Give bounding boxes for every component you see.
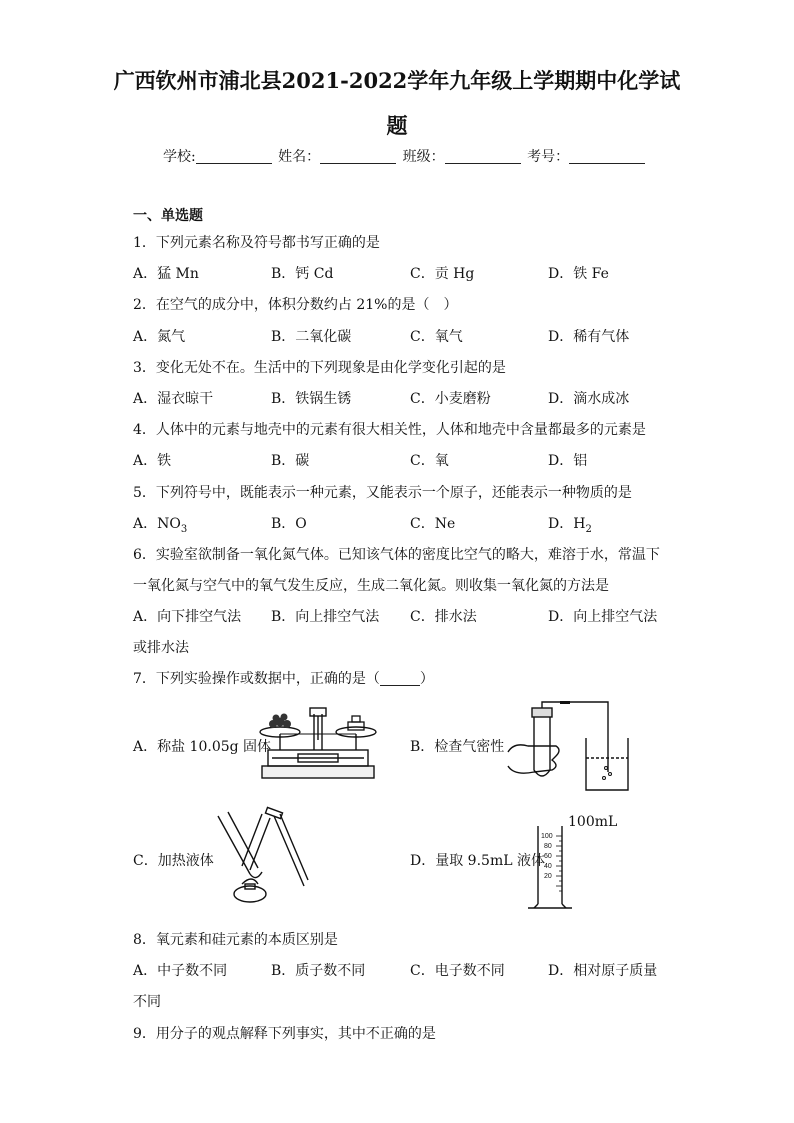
q4-option-d[interactable]: D．铝 (548, 453, 588, 469)
exam-title-line1: 广西钦州市浦北县2021-2022学年九年级上学期期中化学试 (113, 68, 681, 93)
section-heading: 一、单选题 (133, 208, 203, 224)
q6-option-c[interactable]: C．排水法 (410, 609, 477, 625)
q8-option-b[interactable]: B．质子数不同 (271, 963, 366, 979)
q5-option-c[interactable]: C．Ne (410, 516, 456, 532)
q5-option-a-subscript: 3 (180, 523, 188, 535)
exam-title-line2: 题 (386, 113, 408, 138)
class-blank[interactable] (445, 149, 521, 164)
q6-option-d[interactable]: D．向上排空气法 (548, 609, 658, 625)
q2-option-d[interactable]: D．稀有气体 (548, 329, 630, 345)
rubber-tube-clip (560, 701, 570, 704)
question-6-stem-line2: 一氧化氮与空气中的氧气发生反应，生成二氧化氮。则收集一氧化氮的方法是 (133, 578, 609, 594)
q7-option-d[interactable]: D．量取 9.5mL 液体 (410, 853, 545, 869)
q6-option-b[interactable]: B．向上排空气法 (271, 609, 380, 625)
q6-option-a[interactable]: A．向下排空气法 (133, 609, 242, 625)
q4-option-b[interactable]: B．碳 (271, 453, 310, 469)
q4-option-a[interactable]: A．铁 (133, 453, 172, 469)
q3-option-a[interactable]: A．湿衣晾干 (133, 391, 214, 407)
q7-option-a[interactable]: A．称盐 10.05g 固体 (133, 739, 272, 755)
class-label: 班级： (402, 149, 445, 165)
q4-option-c[interactable]: C．氧 (410, 453, 449, 469)
balance-scale-illustration (258, 704, 378, 784)
name-blank[interactable] (320, 149, 396, 164)
q8-option-d[interactable]: D．相对原子质量 (548, 963, 658, 979)
q7-option-b[interactable]: B．检查气密性 (410, 739, 505, 755)
name-label: 姓名： (278, 149, 321, 165)
school-label: 学校: (163, 149, 196, 165)
cylinder-tick-20: 20 (544, 873, 552, 880)
q2-option-b[interactable]: B．二氧化碳 (271, 329, 352, 345)
airtightness-check-illustration (504, 702, 634, 794)
q1-option-c[interactable]: C．贡 Hg (410, 266, 475, 282)
school-blank[interactable] (196, 149, 272, 164)
q6-option-d-wrap: 或排水法 (133, 640, 189, 656)
question-2-stem: 2．在空气的成分中，体积分数约占 21%的是（ ） (133, 297, 458, 313)
question-4-stem: 4．人体中的元素与地壳中的元素有很大相关性，人体和地壳中含量都最多的元素是 (133, 422, 646, 438)
question-7-stem (133, 669, 434, 689)
question-5-stem: 5．下列符号中，既能表示一种元素，又能表示一个原子，还能表示一种物质的是 (133, 485, 632, 501)
cylinder-tick-40: 40 (544, 863, 552, 870)
cylinder-tick-100: 100 (541, 833, 553, 840)
q1-option-d[interactable]: D．铁 Fe (548, 266, 609, 282)
question-1-stem: 1．下列元素名称及符号都书写正确的是 (133, 235, 380, 251)
exam-no-label: 考号： (527, 149, 570, 165)
exam-no-blank[interactable] (569, 149, 645, 164)
question-6-stem-line1: 6．实验室欲制备一氧化氮气体。已知该气体的密度比空气的略大，难溶于水，常温下 (133, 547, 660, 563)
q8-option-d-wrap: 不同 (133, 994, 161, 1010)
q5-option-a[interactable] (133, 514, 187, 540)
q5-option-b[interactable]: B．O (271, 516, 307, 532)
q3-option-b[interactable]: B．铁锅生锈 (271, 391, 352, 407)
cylinder-capacity-label: 100mL (568, 814, 618, 830)
q5-option-a-text: A．NO (133, 516, 181, 532)
cylinder-tick-60: 60 (544, 853, 552, 860)
q1-option-a[interactable]: A．猛 Mn (133, 266, 199, 282)
question-3-stem: 3．变化无处不在。生活中的下列现象是由化学变化引起的是 (133, 360, 506, 376)
q3-option-c[interactable]: C．小麦磨粉 (410, 391, 491, 407)
q5-option-d[interactable] (548, 514, 592, 540)
heating-liquid-illustration (212, 810, 312, 910)
q7-stem-end: ） (419, 671, 434, 687)
student-info-row (163, 146, 647, 166)
q3-option-d[interactable]: D．滴水成冰 (548, 391, 630, 407)
cylinder-tick-80: 80 (544, 843, 552, 850)
q5-option-d-text: D．H (548, 516, 586, 532)
q2-option-a[interactable]: A．氮气 (133, 329, 186, 345)
question-8-stem: 8．氧元素和硅元素的本质区别是 (133, 932, 338, 948)
graduated-cylinder-illustration (524, 822, 584, 914)
question-9-stem: 9．用分子的观点解释下列事实，其中不正确的是 (133, 1026, 436, 1042)
q7-option-c[interactable]: C．加热液体 (133, 853, 214, 869)
q7-answer-blank[interactable] (380, 671, 420, 686)
q8-option-a[interactable]: A．中子数不同 (133, 963, 228, 979)
q2-option-c[interactable]: C．氧气 (410, 329, 463, 345)
q8-option-c[interactable]: C．电子数不同 (410, 963, 505, 979)
q7-stem-text: 7．下列实验操作或数据中，正确的是（ (133, 671, 380, 687)
q1-option-b[interactable]: B．钙 Cd (271, 266, 334, 282)
q5-option-d-subscript: 2 (585, 523, 592, 535)
